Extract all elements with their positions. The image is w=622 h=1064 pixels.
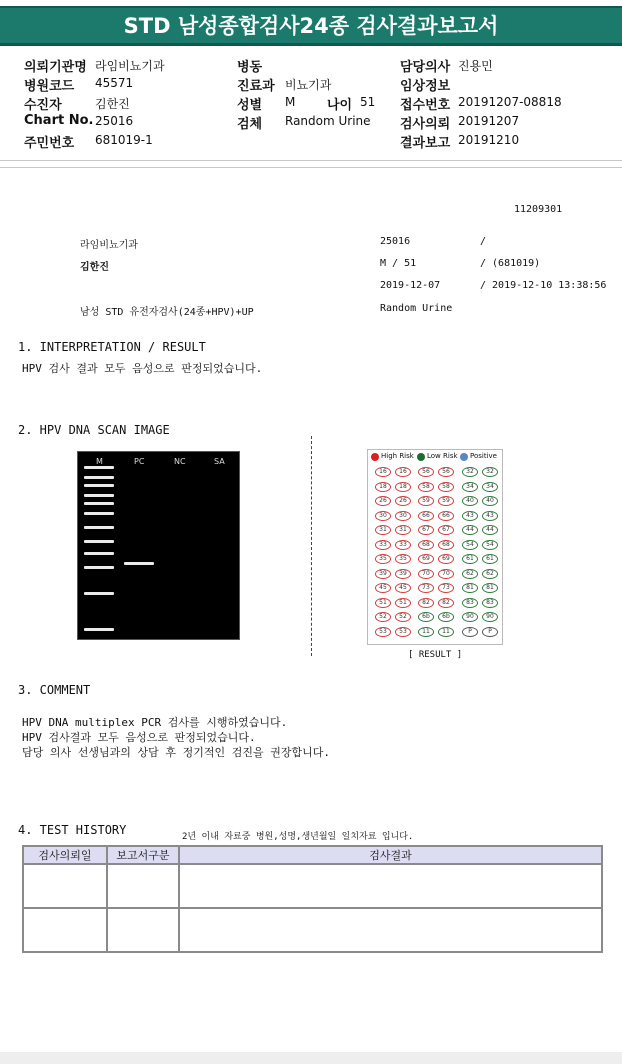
hpv-type-spot: 53 — [395, 627, 411, 637]
col-request-date: 검사의뢰일 — [23, 846, 107, 864]
header-label: 검체 — [237, 117, 263, 132]
hpv-type-spot: 67 — [438, 525, 454, 535]
interpretation-text: HPV 검사 결과 모두 음성으로 판정되었습니다. — [22, 362, 263, 375]
hpv-type-spot: 26 — [375, 496, 391, 506]
hpv-type-spot: 33 — [395, 540, 411, 550]
legend-label: High Risk — [381, 452, 414, 460]
hpv-type-spot: 18 — [375, 482, 391, 492]
hpv-type-spot: 16 — [395, 467, 411, 477]
test-name: 남성 STD 유전자검사(24종+HPV)+UP — [80, 307, 254, 318]
header-label: 의뢰기관명 — [24, 60, 87, 75]
hpv-type-spot: 52 — [395, 612, 411, 622]
comment-line-3: 담당 의사 선생님과의 상담 후 정기적인 검진을 권장합니다. — [22, 746, 331, 759]
gel-lane-label: SA — [214, 457, 225, 466]
marker-band — [84, 592, 114, 595]
hpv-type-spot: 90 — [482, 612, 498, 622]
footer-strip — [0, 1052, 622, 1064]
legend-label: Positive — [470, 452, 497, 460]
request-date: 2019-12-07 — [380, 280, 441, 291]
hpv-type-spot: 16 — [375, 467, 391, 477]
age-label: 나이 — [327, 98, 353, 113]
hpv-type-spot: 56 — [418, 467, 434, 477]
marker-band — [84, 502, 114, 505]
hpv-type-spot: 11 — [418, 627, 434, 637]
hpv-type-spot: 26 — [395, 496, 411, 506]
comment-line-1: HPV DNA multiplex PCR 검사를 시행하였습니다. — [22, 716, 288, 729]
hpv-type-spot: 59 — [418, 496, 434, 506]
table-cell — [107, 908, 179, 952]
hpv-type-spot: 35 — [375, 554, 391, 564]
header-label: 임상정보 — [400, 79, 451, 94]
col-test-result: 검사결과 — [179, 846, 602, 864]
hpv-type-spot: 52 — [375, 612, 391, 622]
pc-band — [124, 562, 154, 565]
hpv-type-spot: 31 — [375, 525, 391, 535]
clinic-name: 라임비뇨기과 — [80, 240, 138, 251]
table-row — [23, 908, 602, 952]
legend-dot-icon — [460, 453, 468, 461]
marker-band — [84, 540, 114, 543]
section-2-title: 2. HPV DNA SCAN IMAGE — [18, 423, 170, 437]
hpv-type-spot: P — [462, 627, 478, 637]
hpv-type-spot: 34 — [462, 482, 478, 492]
header-value: Random Urine — [285, 114, 371, 128]
hpv-type-spot: 54 — [482, 540, 498, 550]
hpv-type-spot: 44 — [482, 525, 498, 535]
header-value: 20191207 — [458, 114, 520, 128]
marker-band — [84, 466, 114, 469]
marker-band — [84, 512, 114, 515]
comment-line-2: HPV 검사결과 모두 음성으로 판정되었습니다. — [22, 731, 256, 744]
hpv-type-spot: 53 — [375, 627, 391, 637]
slash: / — [480, 236, 487, 247]
hpv-scan-chip — [367, 449, 503, 645]
hpv-type-spot: 59 — [438, 496, 454, 506]
report-code: 11209301 — [514, 204, 563, 215]
hpv-type-spot: 73 — [418, 583, 434, 593]
hpv-type-spot: 40 — [462, 496, 478, 506]
header-value: 20191207-08818 — [458, 95, 562, 109]
hpv-type-spot: 83 — [462, 598, 478, 608]
hpv-type-spot: 18 — [395, 482, 411, 492]
legend-dot-icon — [371, 453, 379, 461]
hpv-type-spot: 34 — [482, 482, 498, 492]
header-label: 결과보고 — [400, 136, 451, 151]
hpv-type-spot: 45 — [395, 583, 411, 593]
hpv-type-spot: 58 — [438, 482, 454, 492]
hpv-type-spot: 73 — [438, 583, 454, 593]
hpv-type-spot: 66 — [438, 511, 454, 521]
hpv-type-spot: 81 — [462, 583, 478, 593]
result-caption: [ RESULT ] — [408, 650, 463, 660]
hpv-type-spot: 54 — [462, 540, 478, 550]
hpv-type-spot: 51 — [375, 598, 391, 608]
hpv-type-spot: 83 — [482, 598, 498, 608]
hpv-type-spot: 30 — [375, 511, 391, 521]
table-row — [23, 864, 602, 908]
marker-band — [84, 484, 114, 487]
hpv-type-spot: 56 — [438, 467, 454, 477]
marker-band — [84, 494, 114, 497]
hpv-type-spot: 62 — [482, 569, 498, 579]
hpv-type-spot: 90 — [462, 612, 478, 622]
hpv-type-spot: P — [482, 627, 498, 637]
header-value: 김한진 — [95, 97, 130, 111]
hpv-type-spot: 68 — [418, 540, 434, 550]
col-report-type: 보고서구분 — [107, 846, 179, 864]
hpv-type-spot: 66 — [418, 511, 434, 521]
table-cell — [179, 864, 602, 908]
hpv-type-spot: 44 — [462, 525, 478, 535]
hpv-type-spot: 43 — [462, 511, 478, 521]
header-divider-2 — [0, 167, 622, 168]
hpv-type-spot: 30 — [395, 511, 411, 521]
hpv-type-spot: 11 — [438, 627, 454, 637]
hpv-type-spot: 40 — [482, 496, 498, 506]
marker-band — [84, 566, 114, 569]
header-value: M — [285, 95, 296, 109]
hpv-type-spot: 43 — [482, 511, 498, 521]
section-4-title: 4. TEST HISTORY — [18, 823, 127, 837]
hpv-type-spot: 32 — [462, 467, 478, 477]
hpv-type-spot: 31 — [395, 525, 411, 535]
gel-lane-label: PC — [134, 457, 145, 466]
header-value: 681019-1 — [95, 133, 153, 147]
hpv-type-spot: 39 — [375, 569, 391, 579]
legend-label: Low Risk — [427, 452, 458, 460]
marker-band — [84, 476, 114, 479]
header-label: 진료과 — [237, 79, 275, 94]
header-label: 검사의뢰 — [400, 117, 451, 132]
gel-lane-label: M — [96, 457, 103, 466]
hpv-type-spot: 69 — [438, 554, 454, 564]
hpv-type-spot: 82 — [418, 598, 434, 608]
hpv-type-spot: 70 — [418, 569, 434, 579]
history-note: 2년 이내 자료중 병원,성명,생년월일 일치자료 입니다. — [182, 832, 414, 842]
hpv-type-spot: 62 — [462, 569, 478, 579]
specimen-type: Random Urine — [380, 303, 453, 314]
hpv-type-spot: 69 — [418, 554, 434, 564]
header-label: 병동 — [237, 60, 263, 75]
marker-band — [84, 552, 114, 555]
header-value: 비뇨기과 — [285, 78, 332, 92]
section-3-title: 3. COMMENT — [18, 683, 91, 697]
header-value: 25016 — [95, 114, 134, 128]
hpv-type-spot: 32 — [482, 467, 498, 477]
header-value: 라임비뇨기과 — [95, 59, 165, 73]
header-value: 45571 — [95, 76, 134, 90]
hpv-type-spot: 58 — [418, 482, 434, 492]
header-divider — [0, 160, 622, 161]
table-cell — [23, 864, 107, 908]
hpv-type-spot: 61 — [482, 554, 498, 564]
header-label: 수진자 — [24, 98, 62, 113]
title-bar — [0, 6, 622, 46]
table-cell — [23, 908, 107, 952]
header-label: 주민번호 — [24, 136, 75, 151]
image-divider — [311, 436, 312, 656]
birth-date: / (681019) — [480, 258, 541, 269]
gel-lane-label: NC — [174, 457, 186, 466]
hpv-type-spot: 82 — [438, 598, 454, 608]
header-label: 성별 — [237, 98, 263, 113]
hpv-type-spot: 45 — [375, 583, 391, 593]
patient-name: 김한진 — [80, 262, 109, 273]
age-value: 51 — [360, 95, 376, 109]
hpv-type-spot: 35 — [395, 554, 411, 564]
header-label: 병원코드 — [24, 79, 75, 94]
hpv-type-spot: 67 — [418, 525, 434, 535]
hpv-type-spot: 6b — [418, 612, 434, 622]
hpv-type-spot: 51 — [395, 598, 411, 608]
report-datetime: / 2019-12-10 13:38:56 — [480, 280, 607, 291]
chart-number: 25016 — [380, 236, 411, 247]
header-label: Chart No. — [24, 113, 94, 128]
hpv-type-spot: 70 — [438, 569, 454, 579]
test-history-table — [22, 845, 603, 953]
table-cell — [179, 908, 602, 952]
report-title: STD 남성종합검사24종 검사결과보고서 — [123, 14, 499, 38]
header-label: 접수번호 — [400, 98, 451, 113]
marker-band — [84, 526, 114, 529]
header-value: 진용민 — [458, 59, 493, 73]
marker-band — [84, 628, 114, 631]
header-label: 담당의사 — [400, 60, 451, 75]
header-value: 20191210 — [458, 133, 520, 147]
section-1-title: 1. INTERPRETATION / RESULT — [18, 340, 206, 354]
legend-dot-icon — [417, 453, 425, 461]
table-cell — [107, 864, 179, 908]
hpv-type-spot: 61 — [462, 554, 478, 564]
sex-age: M / 51 — [380, 258, 417, 269]
hpv-type-spot: 39 — [395, 569, 411, 579]
hpv-type-spot: 6b — [438, 612, 454, 622]
hpv-type-spot: 68 — [438, 540, 454, 550]
gel-image — [77, 451, 240, 640]
hpv-type-spot: 33 — [375, 540, 391, 550]
hpv-type-spot: 81 — [482, 583, 498, 593]
